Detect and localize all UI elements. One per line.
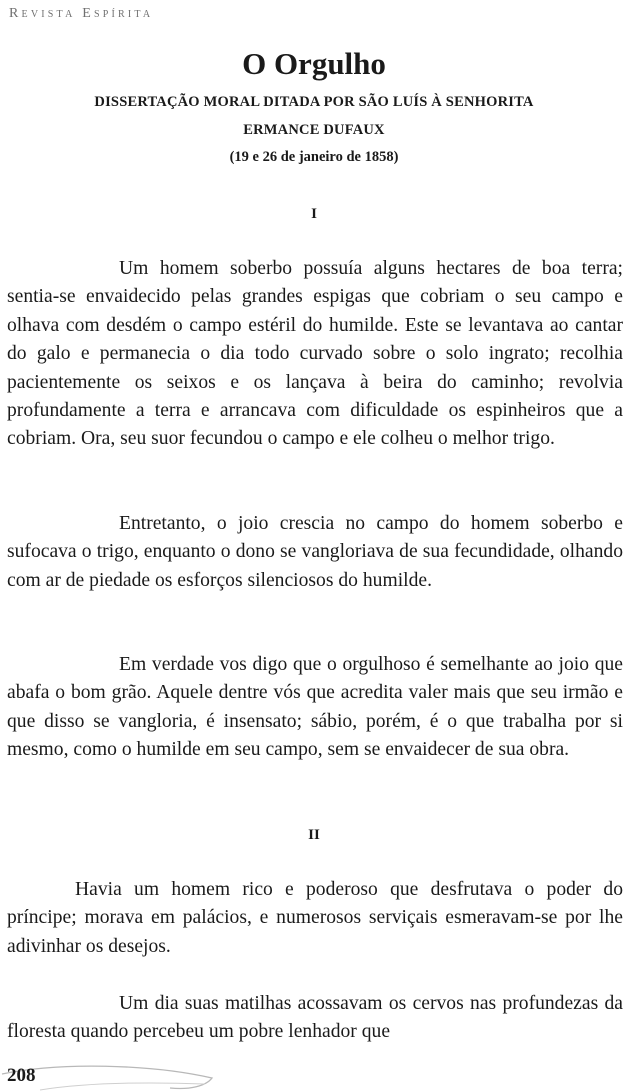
subtitle-line-2: ERMANCE DUFAUX (243, 122, 385, 138)
section-mark-2: II (308, 827, 320, 843)
paragraph (7, 990, 623, 1047)
paragraph-text: Em verdade vos digo que o orgulhoso é semelhante ao joio que abafa o bom grão. Aquele dentre vós que acredita valer mais que seu irmão e que disso se vangloria, é insensato; sábio, porém, é o que trabalha por si mesmo, como o humilde em seu campo, sem se envaidecer de sua obra. (7, 654, 623, 761)
paragraph-text: Entretanto, o joio crescia no campo do homem soberbo e sufocava o trigo, enquanto o dono se vangloriava de sua fecundidade, olhando com ar de piedade os esforços silenciosos do humilde. (7, 513, 623, 591)
paragraph-text: Havia um homem rico e poderoso que desfrutava o poder do príncipe; morava em palácios, e numerosos serviçais esmeravam-se por lhe adivinhar os desejos. (7, 879, 623, 957)
subtitle-line-1: DISSERTAÇÃO MORAL DITADA POR SÃO LUÍS À SENHORITA (94, 94, 534, 110)
running-head: Revista Espírita (9, 6, 154, 21)
paragraph (7, 651, 623, 765)
article-title: O Orgulho (242, 46, 386, 81)
paragraph (7, 510, 623, 595)
page-number: 208 (7, 1065, 36, 1086)
paragraph (7, 255, 623, 454)
paragraph (7, 876, 623, 961)
paragraph-text: Um dia suas matilhas acossavam os cervos nas profundezas da floresta quando percebeu um pobre lenhador que (7, 993, 623, 1043)
article-subtitle (20, 88, 608, 144)
article-date: (19 e 26 de janeiro de 1858) (229, 149, 399, 165)
paragraph-text: Um homem soberbo possuía alguns hectares de boa terra; sentia-se envaidecido pelas grandes espigas que cobriam o seu campo e olhava com desdém o campo estéril do humilde. Este se levantava ao cantar do galo e permanecia o dia todo curvado sobre o solo ingrato; recolhia pacientemente os seixos e os lançava à beira do caminho; revolvia profundamente a terra e arrancava com dificuldade os espinheiros que a cobriam. Ora, seu suor fecundou o campo e ele colheu o melhor trigo. (7, 258, 623, 450)
section-mark-1: I (311, 206, 317, 222)
